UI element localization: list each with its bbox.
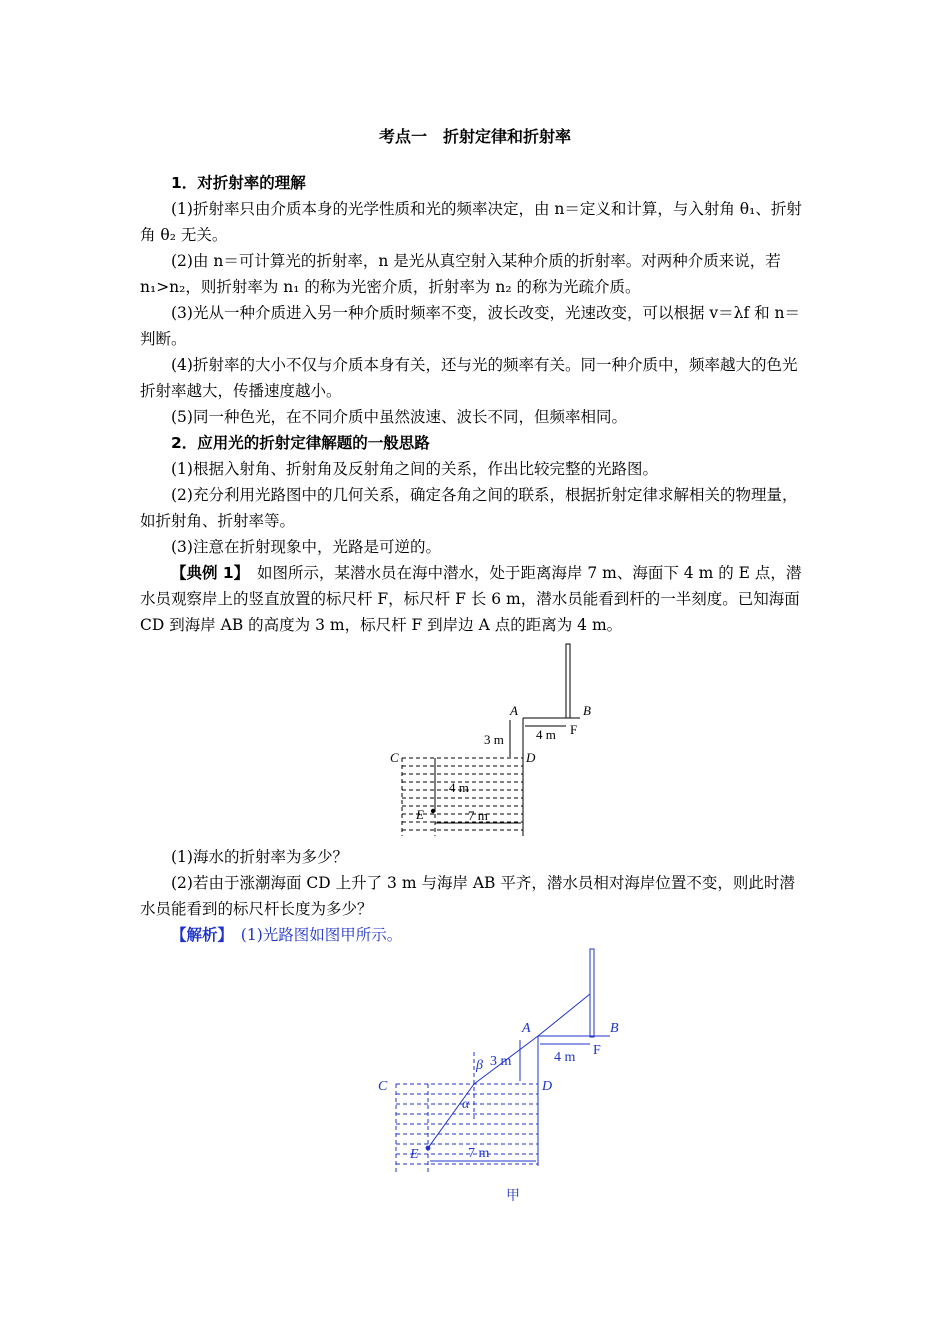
label-d: D (526, 750, 536, 765)
water-lines (402, 758, 523, 836)
label-d: D (542, 1079, 553, 1094)
label-alpha: α (462, 1097, 470, 1112)
diver-point (426, 1146, 431, 1151)
label-b: B (583, 703, 591, 718)
measuring-pole (566, 644, 570, 718)
paragraph: (3)注意在折射现象中，光路是可逆的。 (171, 538, 441, 556)
label-4m: 4 m (554, 1050, 576, 1065)
label-beta: β (476, 1058, 483, 1073)
label-f: F (593, 1043, 601, 1058)
section-heading-1: 1．对折射率的理解 (171, 174, 306, 192)
label-a: A (522, 1021, 531, 1036)
label-3m: 3 m (490, 1054, 512, 1069)
label-3m: 3 m (484, 732, 504, 747)
question-2: (2)若由于涨潮海面 CD 上升了 3 m 与海岸 AB 平齐，潜水员相对海岸位置不变，则此时潜水员能看到的标尺杆长度为多少？ (140, 874, 795, 918)
paragraph: (1)根据入射角、折射角及反射角之间的关系，作出比较完整的光路图。 (171, 460, 658, 478)
light-ray-air (538, 994, 590, 1036)
label-c: C (390, 750, 399, 765)
section-heading-2: 2．应用光的折射定律解题的一般思路 (171, 434, 430, 452)
label-c: C (378, 1079, 388, 1094)
measuring-pole (590, 949, 594, 1037)
label-depth: 4 m (449, 780, 469, 795)
paragraph: (2)充分利用光路图中的几何关系，确定各角之间的联系，根据折射定律求解相关的物理量，如折射角、折射率等。 (140, 486, 798, 530)
paragraph: (3)光从一种介质进入另一种介质时频率不变，波长改变，光速改变，可以根据 v＝λf 和 n＝判断。 (140, 304, 801, 348)
example-label: 【典例 1】 (171, 564, 242, 582)
figure-1-diagram (380, 640, 610, 840)
label-b: B (610, 1021, 619, 1036)
label-f: F (570, 722, 578, 737)
label-e: E (410, 1147, 419, 1162)
example-paragraph (140, 560, 810, 638)
label-7m: 7 m (468, 808, 488, 823)
label-4m: 4 m (536, 727, 556, 742)
question-1: (1)海水的折射率为多少？ (171, 848, 348, 866)
label-a: A (510, 703, 518, 718)
paragraph: (1)折射率只由介质本身的光学性质和光的频率决定，由 n＝定义和计算，与入射角 θ₁、折射角 θ₂ 无关。 (140, 200, 802, 244)
diver-point (431, 809, 435, 813)
paragraph: (5)同一种色光，在不同介质中虽然波速、波长不同，但频率相同。 (171, 408, 627, 426)
label-7m: 7 m (468, 1146, 490, 1161)
paragraph: (2)由 n＝可计算光的折射率，n 是光从真空射入某种介质的折射率。对两种介质来说，若 n₁>n₂，则折射率为 n₁ 的称为光密介质，折射率为 n₂ 的称为光疏介质。 (140, 252, 781, 296)
page-title: 考点一 折射定律和折射率 (378, 127, 571, 146)
label-e: E (416, 807, 424, 822)
solution-label: 【解析】 (171, 926, 226, 944)
paragraph: (4)折射率的大小不仅与介质本身有关，还与光的频率有关。同一种介质中，频率越大的色光折射率越大，传播速度越小。 (140, 356, 798, 400)
example-text: 如图所示，某潜水员在海中潜水，处于距离海岸 7 m、海面下 4 m 的 E 点，潜水员观察岸上的竖直放置的标尺杆 F，标尺杆 F 长 6 m，潜水员能看到杆的一半刻度。已知海面 CD 到海岸 AB 的高度为 3 m，标尺杆 F 到岸边 A 点的距离为 4 m。 (140, 564, 802, 634)
figure-2-diagram (370, 944, 640, 1206)
figure-caption: 甲 (506, 1189, 520, 1204)
solution-text: (1)光路图如图甲所示。 (240, 926, 403, 944)
